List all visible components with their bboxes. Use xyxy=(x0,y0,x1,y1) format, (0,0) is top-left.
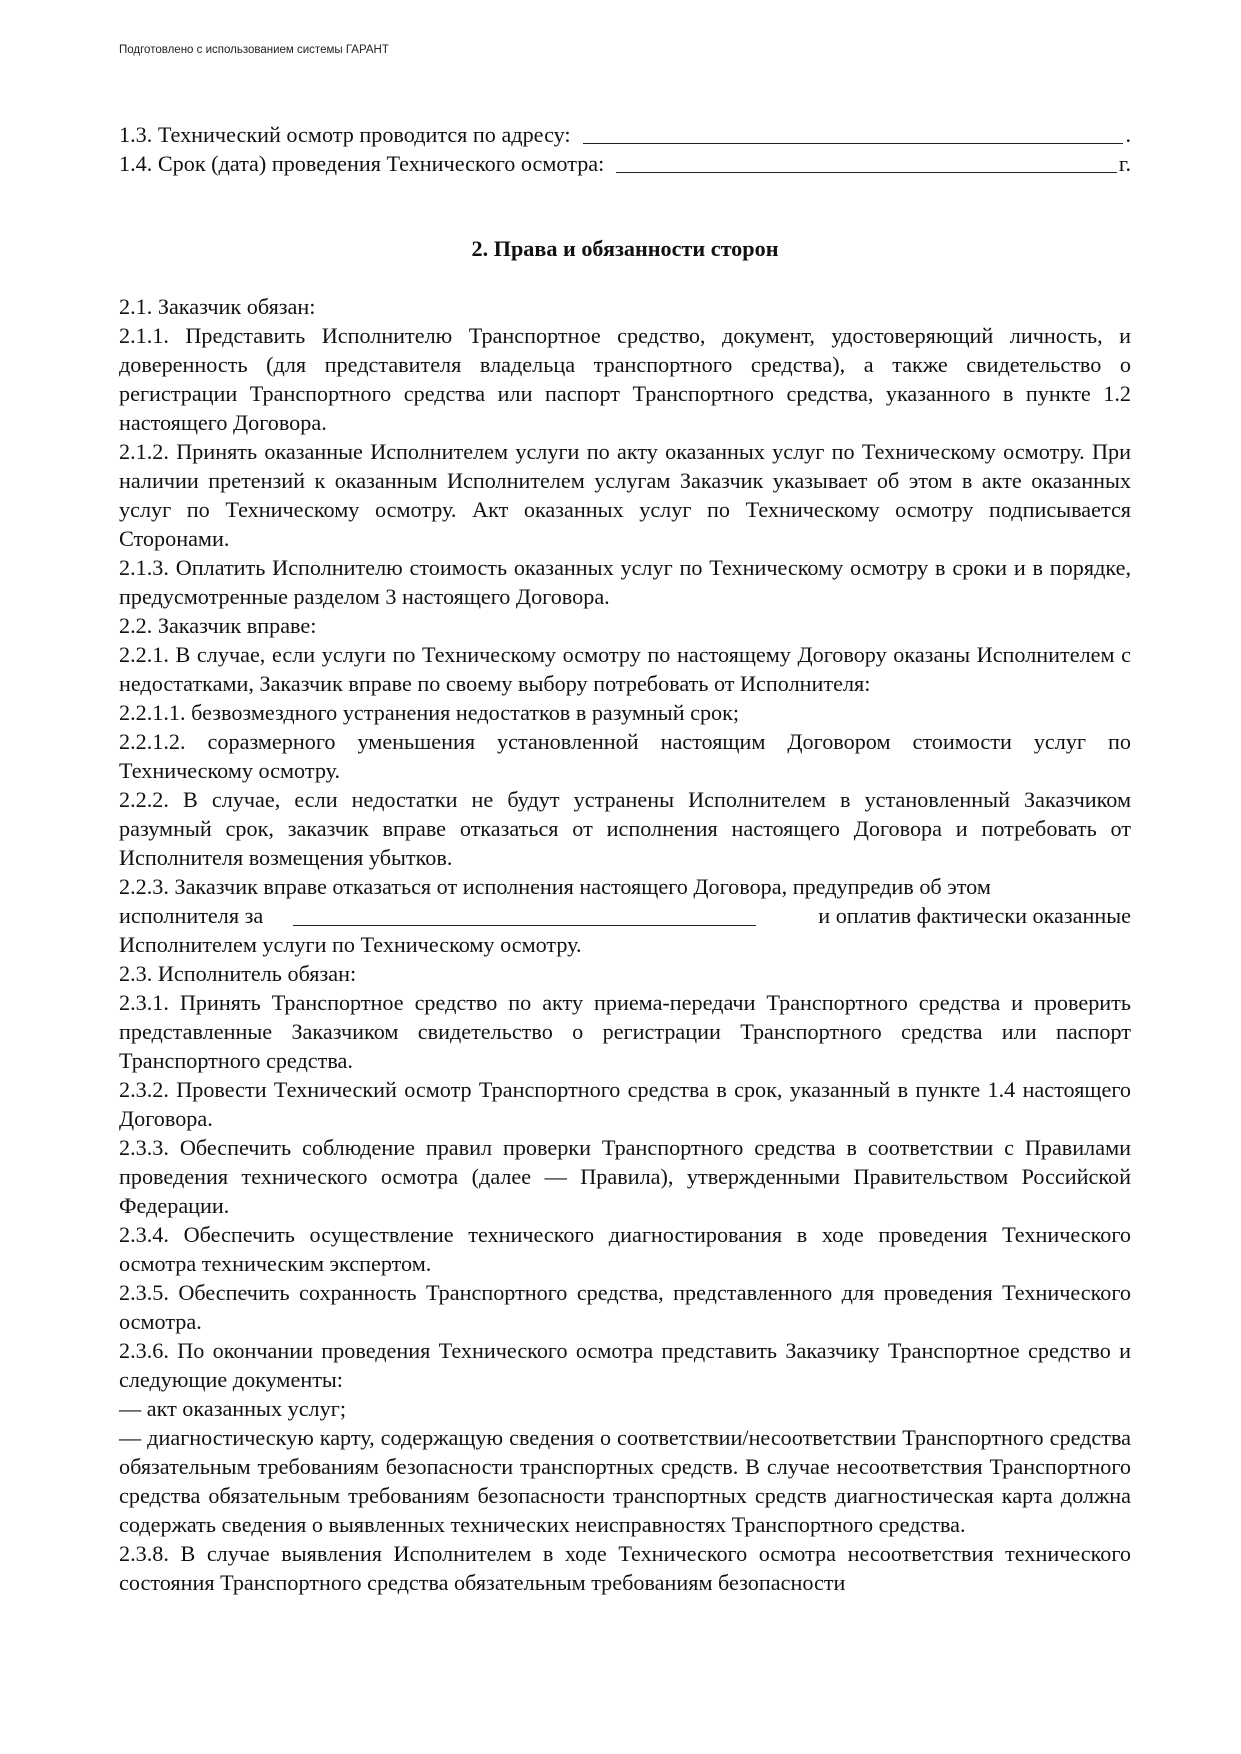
date-blank xyxy=(616,152,1117,173)
paragraph: 2.2.1.2. соразмерного уменьшения установленной настоящим Договором стоимости услуг по Техническому осмотру. xyxy=(119,729,1131,783)
field-1-3-label: 1.3. Технический осмотр проводится по адресу: xyxy=(119,122,571,147)
paragraph: 2.1.2. Принять оказанные Исполнителем услуги по акту оказанных услуг по Техническому осмотру. При наличии претензий к оказанным Исполнителем услугам Заказчик указывает об этом в акте оказанных услуг по Техническому осмотру. Акт оказанных услуг по Техническому осмотру подписывается Сторонами. xyxy=(119,439,1131,551)
paragraph: 2.1.1. Представить Исполнителю Транспортное средство, документ, удостоверяющий личность, и доверенность (для представителя владельца транспортного средства), а также свидетельство о регистрации Транспортного средства или паспорт Транспортного средства, указанного в пункте 1.2 настоящего Договора. xyxy=(119,323,1131,435)
paragraph: 2.2.1.1. безвозмездного устранения недостатков в разумный срок; xyxy=(119,700,740,725)
section-title: 2. Права и обязанности сторон xyxy=(471,236,779,261)
paragraph: 2.3.6. По окончании проведения Технического осмотра представить Заказчику Транспортное средство и следующие документы: xyxy=(119,1338,1131,1392)
paragraph: 2.3.2. Провести Технический осмотр Транспортного средства в срок, указанный в пункте 1.4 настоящего Договора. xyxy=(119,1077,1131,1131)
paragraph-2-2-3-blank-line xyxy=(119,901,1131,930)
paragraph-2-2-3-first: 2.2.3. Заказчик вправе отказаться от исполнения настоящего Договора, предупредив об этом xyxy=(119,874,991,899)
paragraph: 2.3. Исполнитель обязан: xyxy=(119,961,357,986)
address-blank xyxy=(583,123,1124,144)
paragraph: 2.2.2. В случае, если недостатки не будут устранены Исполнителем в установленный Заказчиком разумный срок, заказчик вправе отказаться от исполнения настоящего Договора и потребовать от Исполнителя возмещения убытков. xyxy=(119,787,1131,870)
paragraph: 2.2.1. В случае, если услуги по Техническому осмотру по настоящему Договору оказаны Исполнителем с недостатками, Заказчик вправе по своему выбору потребовать от Исполнителя: xyxy=(119,642,1131,696)
header-note: Подготовлено с использованием системы ГАРАНТ xyxy=(119,44,389,56)
notice-period-blank xyxy=(293,905,756,926)
paragraph: 2.1. Заказчик обязан: xyxy=(119,294,316,319)
paragraph-2-2-3-last: Исполнителем услуги по Техническому осмотру. xyxy=(119,932,582,957)
paragraph: 2.3.5. Обеспечить сохранность Транспортного средства, представленного для проведения Технического осмотра. xyxy=(119,1280,1131,1334)
paragraph: 2.3.8. В случае выявления Исполнителем в ходе Технического осмотра несоответствия технического состояния Транспортного средства обязательным требованиям безопасности xyxy=(119,1541,1131,1595)
paragraph: 2.3.1. Принять Транспортное средство по акту приема-передачи Транспортного средства и проверить представленные Заказчиком свидетельство о регистрации Транспортного средства или паспорт Транспортного средства. xyxy=(119,990,1131,1073)
pre-blank-text: исполнителя за xyxy=(119,903,264,928)
post-blank-text: и оплатив фактически оказанные xyxy=(818,903,1131,928)
paragraph: 2.1.3. Оплатить Исполнителю стоимость оказанных услуг по Техническому осмотру в сроки и в порядке, предусмотренные разделом 3 настоящего Договора. xyxy=(119,555,1131,609)
paragraph: 2.3.3. Обеспечить соблюдение правил проверки Транспортного средства в соответствии с Правилами проведения технического осмотра (далее — Правила), утвержденными Правительством Российской Федерации. xyxy=(119,1135,1131,1218)
field-1-3-end: . xyxy=(1125,122,1131,147)
field-1-4-label: 1.4. Срок (дата) проведения Технического осмотра: xyxy=(119,151,605,176)
document-body xyxy=(119,292,1131,1597)
paragraph: 2.3.4. Обеспечить осуществление технического диагностирования в ходе проведения Технического осмотра техническим экспертом. xyxy=(119,1222,1131,1276)
paragraph: — акт оказанных услуг; xyxy=(119,1396,346,1421)
paragraph: — диагностическую карту, содержащую сведения о соответствии/несоответствии Транспортного средства обязательным требованиям безопасности транспортных средств. В случае несоответствия Транспортного средства обязательным требованиям безопасности транспортных средств диагностическая карта должна содержать сведения о выявленных технических неисправностях Транспортного средства. xyxy=(119,1425,1131,1537)
paragraph: 2.2. Заказчик вправе: xyxy=(119,613,317,638)
field-1-3-row xyxy=(119,120,1131,149)
field-1-4-row xyxy=(119,149,1131,178)
field-1-4-end: г. xyxy=(1118,151,1131,176)
